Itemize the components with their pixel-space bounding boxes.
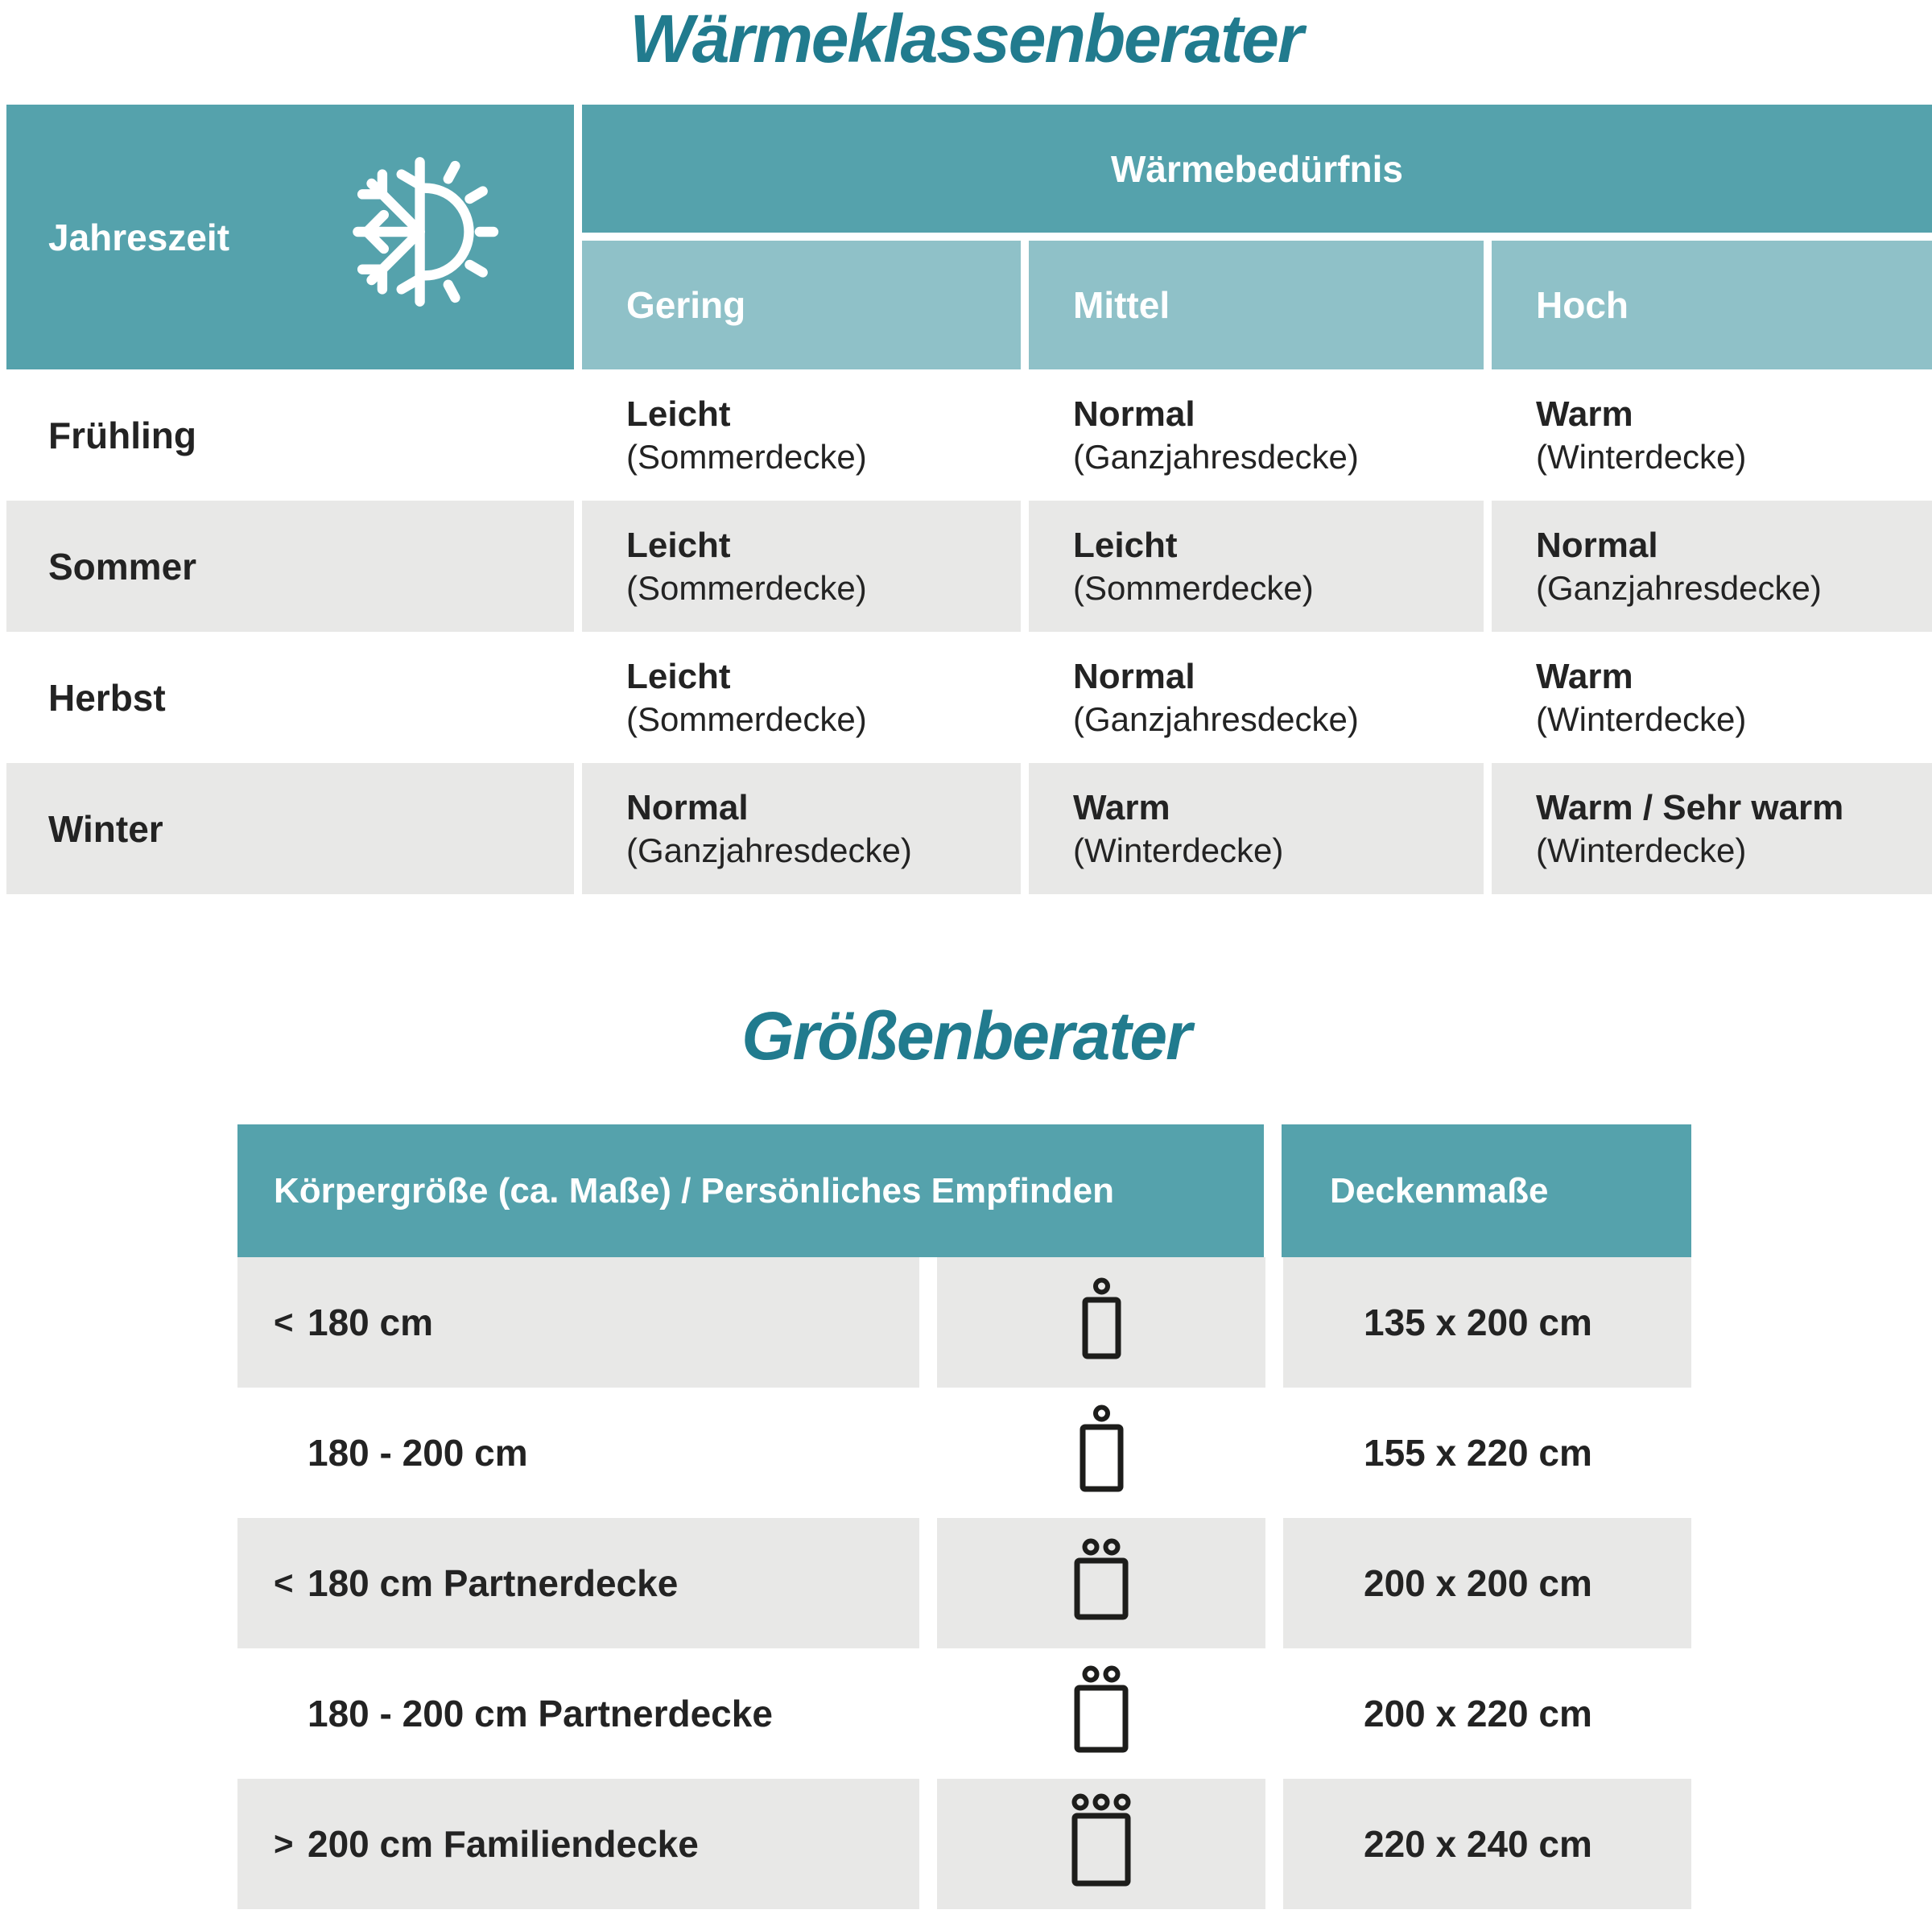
blanket-size-text: 135 x 200 cm [1364, 1301, 1592, 1343]
need-level-row [582, 241, 1932, 369]
warmth-class-text: Normal [1073, 657, 1195, 697]
blanket-with-sleepers-icon [1079, 1277, 1125, 1368]
warmth-class-text: Leicht [626, 657, 731, 697]
warmth-cell [1029, 369, 1484, 501]
sleeper-icon-cell [937, 1779, 1265, 1909]
body-height-label: 180 - 200 cm [308, 1432, 528, 1474]
blanket-with-sleepers-icon [1076, 1404, 1127, 1501]
need-header-group [582, 105, 1932, 369]
blanket-with-sleepers-icon [1067, 1793, 1135, 1895]
blanket-size-cell [1283, 1518, 1691, 1648]
blanket-type-text: (Sommerdecke) [626, 568, 867, 607]
warmth-class-text: Normal [626, 788, 749, 828]
sleeper-icon-cell [937, 1388, 1265, 1518]
body-height-label: 180 - 200 cm Partnerdecke [308, 1693, 773, 1734]
blanket-type-text: (Sommerdecke) [626, 699, 867, 738]
season-row [6, 501, 1932, 632]
blanket-type-text: (Winterdecke) [1536, 831, 1747, 869]
season-header-label: Jahreszeit [48, 216, 230, 258]
blanket-type-text: (Sommerdecke) [1073, 568, 1314, 607]
warmth-class-text: Leicht [626, 526, 731, 566]
size-table-body [237, 1257, 1691, 1909]
body-height-cell [237, 1779, 919, 1909]
warmth-class-text: Leicht [626, 394, 731, 435]
season-row [6, 632, 1932, 763]
blanket-type-text: (Ganzjahresdecke) [1073, 699, 1359, 738]
size-table [237, 1124, 1691, 1909]
warmth-cell [1492, 763, 1932, 894]
size-table-header [237, 1124, 1691, 1257]
level-header-hoch: Hoch [1492, 241, 1932, 369]
blanket-type-text: (Winterdecke) [1073, 831, 1284, 869]
warmth-class-text: Warm / Sehr warm [1536, 788, 1844, 828]
snowflake-sun-icon [341, 151, 502, 312]
sleeper-icon-cell [937, 1518, 1265, 1648]
warmth-cell [1492, 369, 1932, 501]
season-label: Herbst [48, 676, 166, 719]
warmth-table-header [6, 105, 1932, 369]
blanket-size-text: 200 x 200 cm [1364, 1562, 1592, 1604]
body-height-label: 180 cm [308, 1301, 434, 1343]
warmth-class-text: Leicht [1073, 526, 1178, 566]
size-row [237, 1257, 1691, 1388]
warmth-cell [582, 369, 1021, 501]
size-row [237, 1779, 1691, 1909]
blanket-size-text: 200 x 220 cm [1364, 1693, 1592, 1734]
blanket-size-cell [1283, 1257, 1691, 1388]
warmth-class-text: Normal [1536, 526, 1658, 566]
warmth-class-text: Warm [1536, 394, 1633, 435]
level-header-gering: Gering [582, 241, 1021, 369]
season-row [6, 369, 1932, 501]
sleeper-icon-cell [937, 1648, 1265, 1779]
warmth-class-table [6, 105, 1932, 894]
season-label: Frühling [48, 414, 196, 456]
sleeper-icon-cell [937, 1257, 1265, 1388]
blanket-size-text: 155 x 220 cm [1364, 1432, 1592, 1474]
warmth-cell [1029, 763, 1484, 894]
blanket-size-cell [1283, 1779, 1691, 1909]
blanket-size-cell [1283, 1648, 1691, 1779]
blanket-size-text: 220 x 240 cm [1364, 1823, 1592, 1865]
size-row [237, 1518, 1691, 1648]
blanket-type-text: (Ganzjahresdecke) [1536, 568, 1822, 607]
comparison-sign: > [274, 1825, 294, 1862]
warmth-cell [1029, 632, 1484, 763]
warmth-cell [1492, 632, 1932, 763]
blanket-with-sleepers-icon [1071, 1538, 1132, 1629]
body-height-cell [237, 1388, 919, 1518]
season-label: Winter [6, 763, 574, 894]
blanket-type-text: (Winterdecke) [1536, 437, 1747, 476]
body-height-header-cell: Körpergröße (ca. Maße) / Persönliches Empfinden [237, 1124, 1264, 1257]
warmth-cell [1492, 501, 1932, 632]
blanket-type-text: (Ganzjahresdecke) [1073, 437, 1359, 476]
body-height-label: 200 cm Familiendecke [308, 1823, 699, 1865]
body-height-cell [237, 1648, 919, 1779]
season-row [6, 763, 1932, 894]
warmth-class-text: Warm [1073, 788, 1170, 828]
page-title: Wärmeklassenberater [630, 1, 1302, 76]
need-header-cell: Wärmebedürfnis [582, 105, 1932, 233]
blanket-type-text: (Ganzjahresdecke) [626, 831, 912, 869]
blanket-type-text: (Sommerdecke) [626, 437, 867, 476]
comparison-sign: < [274, 1564, 294, 1602]
body-height-cell [237, 1257, 919, 1388]
blanket-size-cell [1283, 1388, 1691, 1518]
size-row [237, 1648, 1691, 1779]
blanket-size-header-cell: Deckenmaße [1282, 1124, 1691, 1257]
size-row [237, 1388, 1691, 1518]
level-header-mittel: Mittel [1029, 241, 1484, 369]
warmth-class-text: Normal [1073, 394, 1195, 435]
blanket-type-text: (Winterdecke) [1536, 699, 1747, 738]
warmth-cell [582, 763, 1021, 894]
body-height-label: 180 cm Partnerdecke [308, 1562, 679, 1604]
blanket-with-sleepers-icon [1071, 1665, 1132, 1762]
size-advisor-title: Größenberater [741, 998, 1191, 1074]
warmth-cell [582, 632, 1021, 763]
season-header-cell [6, 105, 574, 369]
comparison-sign: < [274, 1303, 294, 1341]
warmth-class-text: Warm [1536, 657, 1633, 697]
season-label: Sommer [6, 501, 574, 632]
body-height-cell [237, 1518, 919, 1648]
warmth-cell [582, 501, 1021, 632]
warmth-table-body [6, 369, 1932, 894]
warmth-cell [1029, 501, 1484, 632]
